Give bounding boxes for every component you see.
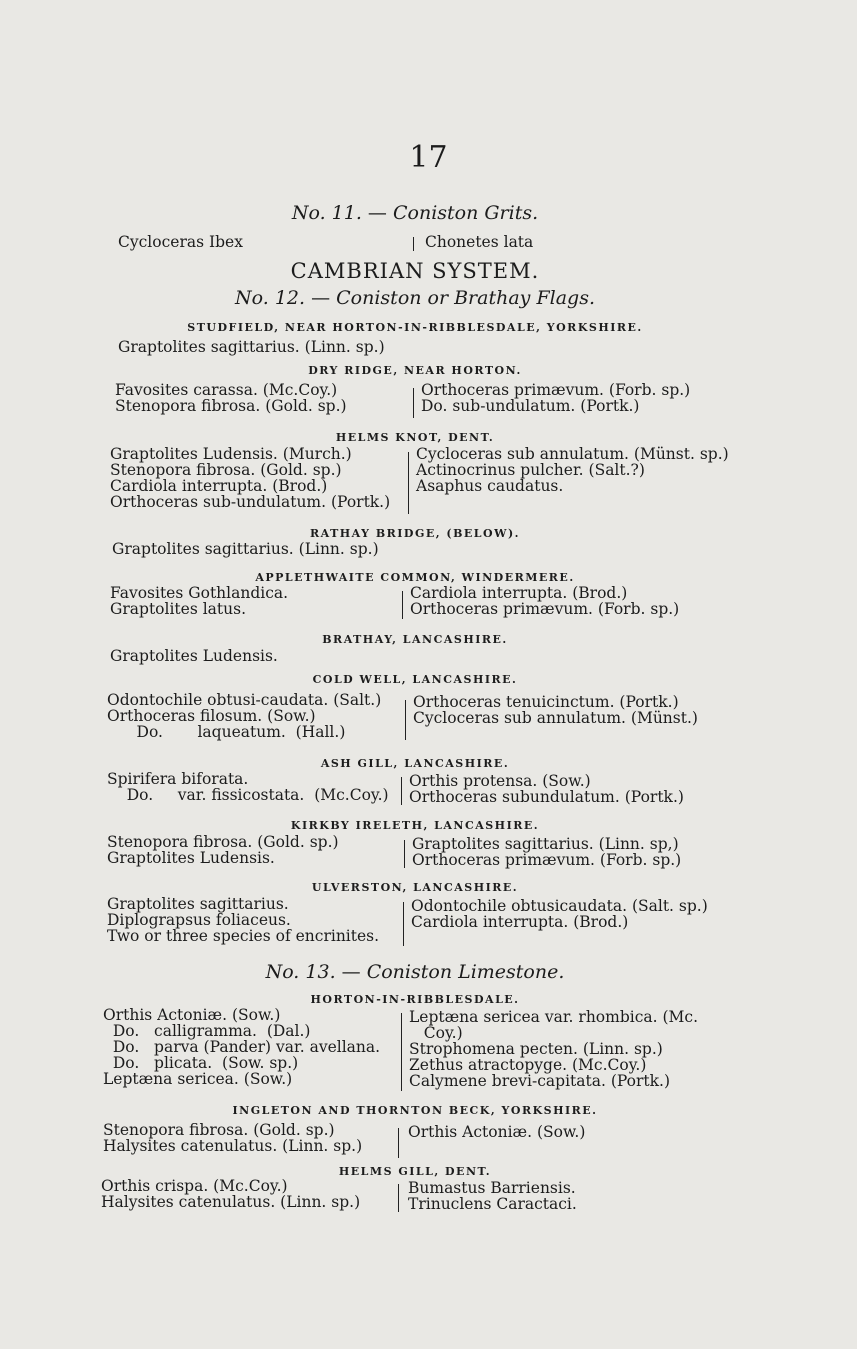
section-11-heading: No. 11. — Coniston Grits. <box>291 202 539 224</box>
section-13-number: No. 13. <box>265 961 336 983</box>
cold-well-right <box>413 694 698 726</box>
section-12-title: Coniston or Brathay Flags. <box>336 287 595 309</box>
horton-left <box>103 1007 380 1087</box>
kirkby-left <box>107 834 339 866</box>
locality-rathay-bridge: RATHAY BRIDGE, (BELOW). <box>310 527 520 540</box>
column-divider <box>408 452 409 514</box>
fossil-entry: Two or three species of encrinites. <box>107 927 380 945</box>
fossil-entry: Leptæna sericea var. rhombica. (Mc. <box>409 1008 699 1026</box>
fossil-entry: Cycloceras Ibex <box>118 233 243 251</box>
fossil-entry: Halysites catenulatus. (Linn. sp.) <box>103 1137 363 1155</box>
fossil-entry: Graptolites sagittarius. (Linn. sp.) <box>112 540 379 558</box>
fossil-entry: Do. var. fissicostata. (Mc.Coy.) <box>107 786 389 804</box>
fossil-entry: Bumastus Barriensis. <box>408 1179 576 1197</box>
column-divider <box>401 777 402 805</box>
ingleton-left <box>103 1122 362 1154</box>
section-12-number: No. 12. <box>235 287 306 309</box>
column-divider <box>398 1184 399 1212</box>
section-11-number: No. 11. <box>291 202 362 224</box>
locality-helms-knot: HELMS KNOT, DENT. <box>335 431 495 444</box>
locality-cold-well: COLD WELL, LANCASHIRE. <box>312 673 518 686</box>
locality-helms-gill: HELMS GILL, DENT. <box>338 1165 492 1178</box>
horton-right <box>409 1009 698 1089</box>
ash-gill-right <box>409 773 684 805</box>
section-13-heading: No. 13. — Coniston Limestone. <box>265 961 565 983</box>
s11-right <box>425 234 533 250</box>
fossil-entry: Odontochile obtusi-caudata. (Salt.) <box>107 691 382 709</box>
rathay-list <box>112 541 379 557</box>
column-divider <box>403 902 404 946</box>
fossil-entry: Orthoceras subundulatum. (Portk.) <box>409 788 684 806</box>
fossil-entry: Strophomena pecten. (Linn. sp.) <box>409 1040 663 1058</box>
section-11-title: Coniston Grits. <box>392 202 539 224</box>
fossil-entry: Orthoceras tenuicinctum. (Portk.) <box>413 693 679 711</box>
studfield-list <box>118 339 385 355</box>
fossil-entry: Orthis Actoniæ. (Sow.) <box>408 1123 586 1141</box>
brathay-list <box>110 648 278 664</box>
fossil-entry: Orthis protensa. (Sow.) <box>409 772 591 790</box>
column-divider <box>401 1013 402 1091</box>
fossil-entry: Calymene brevi-capitata. (Portk.) <box>409 1072 671 1090</box>
ulverston-left <box>107 896 379 944</box>
s11-left <box>118 234 243 250</box>
fossil-entry: Graptolites Ludensis. <box>110 647 278 665</box>
helms-knot-right <box>416 446 729 494</box>
fossil-entry: Do. plicata. (Sow. sp.) <box>103 1054 299 1072</box>
cold-well-left <box>107 692 381 740</box>
fossil-entry: Graptolites latus. <box>110 600 247 618</box>
fossil-entry: Orthis crispa. (Mc.Coy.) <box>101 1177 288 1195</box>
dry-ridge-right <box>421 382 690 414</box>
fossil-entry: Chonetes lata <box>425 233 534 251</box>
fossil-entry: Favosites Gothlandica. <box>110 584 289 602</box>
fossil-entry: Orthis Actoniæ. (Sow.) <box>103 1006 281 1024</box>
fossil-entry: Trinuclens Caractaci. <box>408 1195 577 1213</box>
fossil-entry: Orthoceras sub-undulatum. (Portk.) <box>110 493 391 511</box>
dry-ridge-left <box>115 382 347 414</box>
fossil-entry: Graptolites sagittarius. (Linn. sp,) <box>412 835 679 853</box>
fossil-entry: Asaphus caudatus. <box>416 477 564 495</box>
locality-brathay: BRATHAY, LANCASHIRE. <box>322 633 508 646</box>
fossil-entry: Stenopora fibrosa. (Gold. sp.) <box>115 397 347 415</box>
fossil-entry: Graptolites sagittarius. <box>107 895 289 913</box>
fossil-entry: Cycloceras sub annulatum. (Münst. sp.) <box>416 445 729 463</box>
helms-knot-left <box>110 446 390 510</box>
fossil-entry: Do. sub-undulatum. (Portk.) <box>421 397 640 415</box>
fossil-entry: Diplograpsus foliaceus. <box>107 911 291 929</box>
locality-studfield: STUDFIELD, NEAR HORTON-IN-RIBBLESDALE, YORKSHIRE. <box>187 321 643 334</box>
fossil-entry: Do. parva (Pander) var. avellana. <box>103 1038 381 1056</box>
column-divider <box>413 388 414 418</box>
fossil-entry: Graptolites sagittarius. (Linn. sp.) <box>118 338 385 356</box>
ulverston-right <box>411 898 708 930</box>
locality-horton: HORTON-IN-RIBBLESDALE. <box>310 993 520 1006</box>
fossil-entry: Halysites catenulatus. (Linn. sp.) <box>101 1193 361 1211</box>
fossil-entry: Orthoceras primævum. (Forb. sp.) <box>412 851 682 869</box>
fossil-entry: Cycloceras sub annulatum. (Münst.) <box>413 709 698 727</box>
applethwaite-right <box>410 585 679 617</box>
fossil-entry: Stenopora fibrosa. (Gold. sp.) <box>103 1121 335 1139</box>
column-divider <box>405 700 406 740</box>
locality-dry-ridge: DRY RIDGE, NEAR HORTON. <box>308 364 522 377</box>
fossil-entry: Coy.) <box>409 1024 463 1042</box>
fossil-entry: Cardiola interrupta. (Brod.) <box>410 584 628 602</box>
kirkby-right <box>412 836 681 868</box>
fossil-entry: Orthoceras primævum. (Forb. sp.) <box>421 381 691 399</box>
fossil-entry: Orthoceras filosum. (Sow.) <box>107 707 316 725</box>
section-12-heading: No. 12. — Coniston or Brathay Flags. <box>235 287 595 309</box>
page-number: 17 <box>409 140 448 175</box>
helms-gill-left <box>101 1178 360 1210</box>
fossil-entry: Graptolites Ludensis. (Murch.) <box>110 445 352 463</box>
fossil-entry: Do. calligramma. (Dal.) <box>103 1022 311 1040</box>
fossil-entry: Cardiola interrupta. (Brod.) <box>411 913 629 931</box>
fossil-entry: Favosites carassa. (Mc.Coy.) <box>115 381 338 399</box>
ingleton-right <box>408 1124 585 1140</box>
fossil-entry: Zethus atractopyge. (Mc.Coy.) <box>409 1056 647 1074</box>
section-13-title: Coniston Limestone. <box>366 961 565 983</box>
cambrian-system-heading: CAMBRIAN SYSTEM. <box>290 259 540 283</box>
fossil-entry: Cardiola interrupta. (Brod.) <box>110 477 328 495</box>
applethwaite-left <box>110 585 288 617</box>
fossil-entry: Spirifera biforata. <box>107 770 249 788</box>
column-divider <box>402 591 403 619</box>
fossil-entry: Leptæna sericea. (Sow.) <box>103 1070 293 1088</box>
ash-gill-left <box>107 771 389 803</box>
locality-ash-gill: ASH GILL, LANCASHIRE. <box>320 757 510 770</box>
fossil-entry: Actinocrinus pulcher. (Salt.?) <box>416 461 645 479</box>
locality-applethwaite: APPLETHWAITE COMMON, WINDERMERE. <box>255 571 575 584</box>
fossil-entry: Orthoceras primævum. (Forb. sp.) <box>410 600 680 618</box>
fossil-entry: Stenopora fibrosa. (Gold. sp.) <box>110 461 342 479</box>
column-divider <box>398 1128 399 1158</box>
locality-kirkby-ireleth: KIRKBY IRELETH, LANCASHIRE. <box>290 819 540 832</box>
column-divider <box>404 840 405 868</box>
helms-gill-right <box>408 1180 577 1212</box>
fossil-entry: Odontochile obtusicaudata. (Salt. sp.) <box>411 897 708 915</box>
column-divider <box>413 237 414 251</box>
fossil-entry: Do. laqueatum. (Hall.) <box>107 723 346 741</box>
fossil-entry: Graptolites Ludensis. <box>107 849 275 867</box>
locality-ulverston: ULVERSTON, LANCASHIRE. <box>311 881 519 894</box>
fossil-entry: Stenopora fibrosa. (Gold. sp.) <box>107 833 339 851</box>
locality-ingleton: INGLETON AND THORNTON BECK, YORKSHIRE. <box>232 1104 598 1117</box>
